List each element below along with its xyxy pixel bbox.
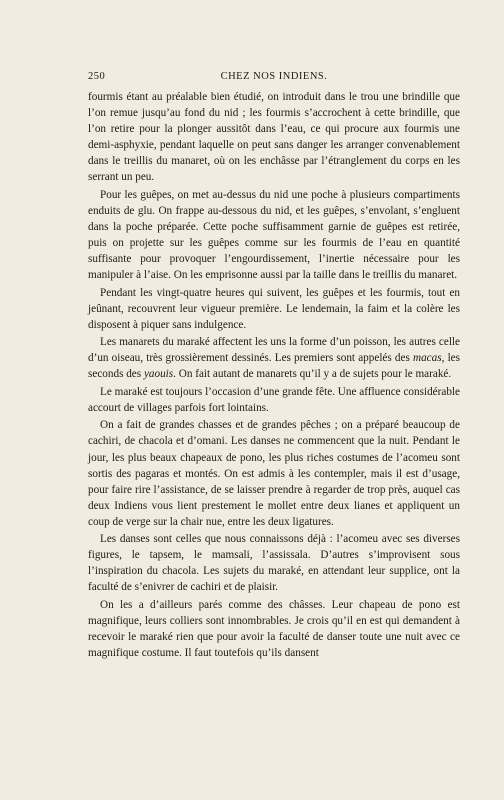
paragraph-wasps: Pour les guêpes, on met au-dessus du nid une poche à plusieurs compartiments enduits de glu. On frappe au-dessous du nid, et les guêpes, s’envolant, s’engluent dans la poche préparée. Cette poche suffisamment garnie de guêpes est retirée, puis on projette sur les guêpes comme sur les fourmis de l’eau en quantité suffisante pour provoquer l’engourdissement, l’inertie nécessaire pour les manipuler à l’aise. On les emprisonne aussi par la taille dans le treillis du manaret. (88, 188, 460, 282)
term-macas: macas (413, 352, 442, 365)
term-yaouis: yaouis (143, 368, 174, 381)
page-header (88, 71, 460, 87)
paragraph-fete: Le maraké est toujours l’occasion d’une grande fête. Une affluence considérable accourt de villages parfois fort lointains. (88, 385, 460, 414)
paragraph-chasses: On a fait de grandes chasses et de grandes pêches ; on a préparé beaucoup de cachiri, de chacola et d’omani. Les danses ne commencent que la nuit. Pendant le jour, les plus beaux chapeaux de pono, les plus riches costumes de l’acomeu sont sortis des pagaras et montés. On est admis à les contempler, mais il est d’usage, pour faire rire l’assistance, de se laisser prendre à regarder de trop près, auquel cas deux Indiens vous lient prestement le mollet entre deux lianes et appliquent un coup de verge sur la chair nue, entre les deux ligatures. (88, 419, 460, 528)
manarets-text-middle: , les seconds des (88, 352, 460, 381)
page-number: 250 (88, 71, 106, 82)
page-body (88, 89, 460, 663)
running-title: CHEZ NOS INDIENS. (220, 71, 328, 82)
paragraph-twenty-four-hours: Pendant les vingt-quatre heures qui suivent, les guêpes et les fourmis, tout en jeûnant, recouvrent leur vigueur première. Le lendemain, la faim et la colère les disposent à piquer sans indulgence. (88, 286, 460, 331)
paragraph-danses: Les danses sont celles que nous connaissons déjà : l’acomeu avec ses diverses figures, le tapsem, le mamsali, l’assissala. D’autres s’improvisent sous l’inspiration du chacola. Les sujets du maraké, en attendant leur supplice, ont la faculté de s’enivrer de cachiri et de plaisir. (88, 533, 460, 594)
paragraph-chasses-costume: On les a d’ailleurs parés comme des châsses. Leur chapeau de pono est magnifique, leurs colliers sont innombrables. Je crois qu’il en est qui demandent à recevoir le maraké rien que pour avoir la faculté de danser toute une nuit avec ce magnifique costume. Il faut toutefois qu’ils dansent (88, 598, 460, 660)
manarets-text-start: Les manarets du maraké affectent les uns la forme d’un poisson, les autres celle d’un oiseau, très grossièrement dessinés. Les premiers sont appelés des (88, 336, 460, 365)
paragraph-manarets (88, 334, 460, 382)
paragraph-ants-continued: fourmis étant au préalable bien étudié, on introduit dans le trou une brindille que l’on remue jusqu’au fond du nid ; les fourmis s’accrochent à cette brindille, que l’on retire pour la plonger aussitôt dans l’eau, ce qui procure aux fourmis une demi-asphyxie, pendant laquelle on peut sans danger les arranger convenablement dans le treillis du manaret, où on les enchâsse par l’étranglement du corps en les serrant un peu. (88, 91, 460, 184)
manarets-text-end: . On fait autant de manarets qu’il y a de sujets pour le maraké. (173, 368, 452, 381)
